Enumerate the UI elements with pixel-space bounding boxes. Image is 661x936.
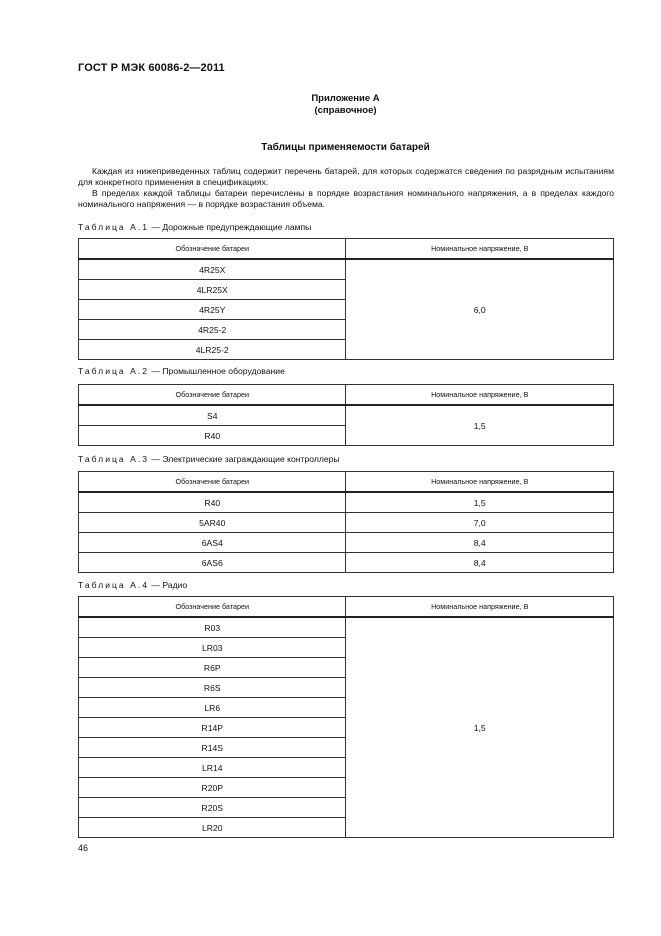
designation-cell: 6AS6 bbox=[79, 553, 346, 573]
designation-cell: R6P bbox=[79, 658, 346, 678]
designation-cell: 5AR40 bbox=[79, 513, 346, 533]
annex-type: (справочное) bbox=[314, 105, 377, 116]
designation-cell: R14S bbox=[79, 738, 346, 758]
designation-cell: R20S bbox=[79, 798, 346, 818]
table-title: — Промышленное оборудование bbox=[151, 366, 285, 376]
table-row bbox=[79, 492, 614, 513]
table-row bbox=[79, 533, 614, 553]
table-label: Таблица А.1 bbox=[78, 222, 149, 232]
column-header-voltage: Номинальное напряжение, В bbox=[346, 385, 614, 406]
annex-title: Приложение А bbox=[311, 93, 380, 104]
designation-cell: 4R25X bbox=[79, 259, 346, 280]
table-row bbox=[79, 259, 614, 280]
table-title: — Дорожные предупреждающие лампы bbox=[151, 222, 312, 232]
column-header-voltage: Номинальное напряжение, В bbox=[346, 239, 614, 260]
designation-cell: LR03 bbox=[79, 638, 346, 658]
designation-cell: 4LR25X bbox=[79, 280, 346, 300]
column-header-designation: Обозначение батареи bbox=[79, 385, 346, 406]
designation-cell: R14P bbox=[79, 718, 346, 738]
designation-cell: 4LR25-2 bbox=[79, 340, 346, 360]
designation-cell: R40 bbox=[79, 492, 346, 513]
table-a3-caption bbox=[78, 454, 340, 464]
table-a4-caption bbox=[78, 580, 187, 590]
table-title: — Радио bbox=[151, 580, 188, 590]
table-row bbox=[79, 513, 614, 533]
designation-cell: 4R25-2 bbox=[79, 320, 346, 340]
table-row bbox=[79, 617, 614, 638]
table-a1 bbox=[78, 238, 614, 360]
table-label: Таблица А.2 bbox=[78, 366, 149, 376]
designation-cell: R20P bbox=[79, 778, 346, 798]
annex-heading bbox=[0, 93, 661, 117]
voltage-cell: 6,0 bbox=[346, 259, 614, 360]
designation-cell: R6S bbox=[79, 678, 346, 698]
intro-text bbox=[78, 166, 614, 210]
table-row bbox=[79, 405, 614, 426]
designation-cell: LR20 bbox=[79, 818, 346, 838]
voltage-cell: 1,5 bbox=[346, 492, 614, 513]
column-header-designation: Обозначение батареи bbox=[79, 597, 346, 618]
table-row bbox=[79, 553, 614, 573]
section-title: Таблицы применяемости батарей bbox=[261, 142, 430, 153]
table-a4 bbox=[78, 596, 614, 838]
paragraph-2: В пределах каждой таблицы батареи перечислены в порядке возрастания номинального напряжения, а в пределах каждого номинального напряжения — в порядке возрастания объема. bbox=[78, 188, 614, 209]
column-header-designation: Обозначение батареи bbox=[79, 472, 346, 493]
designation-cell: R03 bbox=[79, 617, 346, 638]
table-label: Таблица А.3 bbox=[78, 454, 149, 464]
designation-cell: R40 bbox=[79, 426, 346, 446]
table-title: — Электрические заграждающие контроллеры bbox=[151, 454, 340, 464]
designation-cell: 6AS4 bbox=[79, 533, 346, 553]
designation-cell: 4R25Y bbox=[79, 300, 346, 320]
document-header: ГОСТ Р МЭК 60086-2—2011 bbox=[78, 62, 225, 74]
column-header-voltage: Номинальное напряжение, В bbox=[346, 472, 614, 493]
table-a1-caption bbox=[78, 222, 311, 232]
table-a2 bbox=[78, 384, 614, 446]
table-label: Таблица А.4 bbox=[78, 580, 149, 590]
page-number: 46 bbox=[78, 843, 89, 853]
designation-cell: LR14 bbox=[79, 758, 346, 778]
paragraph-1: Каждая из нижеприведенных таблиц содержит перечень батарей, для которых содержатся сведения по разрядным испытаниям для конкретного применения в спецификациях. bbox=[78, 166, 614, 187]
voltage-cell: 1,5 bbox=[346, 617, 614, 838]
column-header-voltage: Номинальное напряжение, В bbox=[346, 597, 614, 618]
column-header-designation: Обозначение батареи bbox=[79, 239, 346, 260]
designation-cell: LR6 bbox=[79, 698, 346, 718]
voltage-cell: 7,0 bbox=[346, 513, 614, 533]
voltage-cell: 8,4 bbox=[346, 533, 614, 553]
voltage-cell: 1,5 bbox=[346, 405, 614, 446]
table-a2-caption bbox=[78, 366, 285, 376]
table-a3 bbox=[78, 471, 614, 573]
designation-cell: S4 bbox=[79, 405, 346, 426]
voltage-cell: 8,4 bbox=[346, 553, 614, 573]
